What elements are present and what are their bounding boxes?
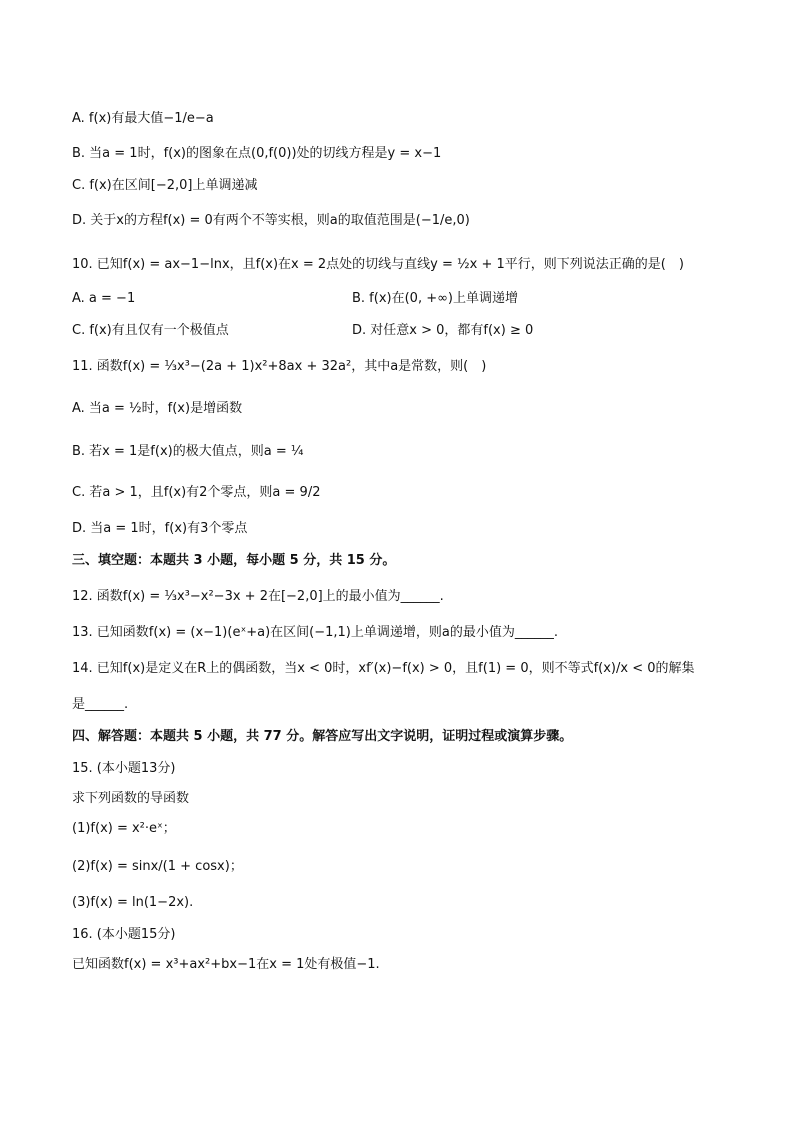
q9-option-a: A. f(x)有最大值−1/e−a [72, 111, 214, 126]
q11-option-b: B. 若x = 1是f(x)的极大值点，则a = ¼ [72, 444, 304, 459]
section3-heading: 三、填空题：本题共 3 小题，每小题 5 分，共 15 分。 [72, 553, 396, 568]
q10-option-a: A. a = −1 [72, 291, 136, 306]
q15-part1: (1)f(x) = x²·eˣ； [72, 821, 176, 836]
q15-part2: (2)f(x) = sinx/(1 + cosx)； [72, 859, 243, 874]
q11-option-d: D. 当a = 1时，f(x)有3个零点 [72, 521, 248, 536]
q10-stem: 10. 已知f(x) = ax−1−lnx，且f(x)在x = 2点处的切线与直线y = ½x + 1平行，则下列说法正确的是( ) [72, 257, 684, 272]
q10-option-b: B. f(x)在(0, +∞)上单调递增 [352, 291, 518, 306]
q14-line2: 是______. [72, 697, 129, 712]
q11-stem: 11. 函数f(x) = ⅓x³−(2a + 1)x²+8ax + 32a²，其中a是常数，则( ) [72, 359, 487, 374]
q10-option-c: C. f(x)有且仅有一个极值点 [72, 323, 229, 338]
q15-label: 15. (本小题13分) [72, 761, 176, 776]
q10-option-d: D. 对任意x > 0，都有f(x) ≥ 0 [352, 323, 534, 338]
q9-option-d: D. 关于x的方程f(x) = 0有两个不等实根，则a的取值范围是(−1/e,0) [72, 213, 470, 228]
q16-label: 16. (本小题15分) [72, 927, 176, 942]
q13: 13. 已知函数f(x) = (x−1)(eˣ+a)在区间(−1,1)上单调递增，则a的最小值为______. [72, 625, 558, 640]
q12: 12. 函数f(x) = ⅓x³−x²−3x + 2在[−2,0]上的最小值为______. [72, 589, 444, 604]
q9-option-c: C. f(x)在区间[−2,0]上单调递减 [72, 178, 258, 193]
q11-option-a: A. 当a = ½时，f(x)是增函数 [72, 401, 243, 416]
q16-stem: 已知函数f(x) = x³+ax²+bx−1在x = 1处有极值−1. [72, 957, 380, 972]
section4-heading: 四、解答题：本题共 5 小题，共 77 分。解答应写出文字说明，证明过程或演算步骤。 [72, 729, 573, 744]
q14-line1: 14. 已知f(x)是定义在R上的偶函数，当x < 0时，xf′(x)−f(x) > 0，且f(1) = 0，则不等式f(x)/x < 0的解集 [72, 661, 695, 676]
q15-stem: 求下列函数的导函数 [72, 791, 190, 806]
q11-option-c: C. 若a > 1，且f(x)有2个零点，则a = 9/2 [72, 485, 321, 500]
q15-part3: (3)f(x) = ln(1−2x). [72, 895, 194, 910]
q9-option-b: B. 当a = 1时，f(x)的图象在点(0,f(0))处的切线方程是y = x−1 [72, 146, 442, 161]
